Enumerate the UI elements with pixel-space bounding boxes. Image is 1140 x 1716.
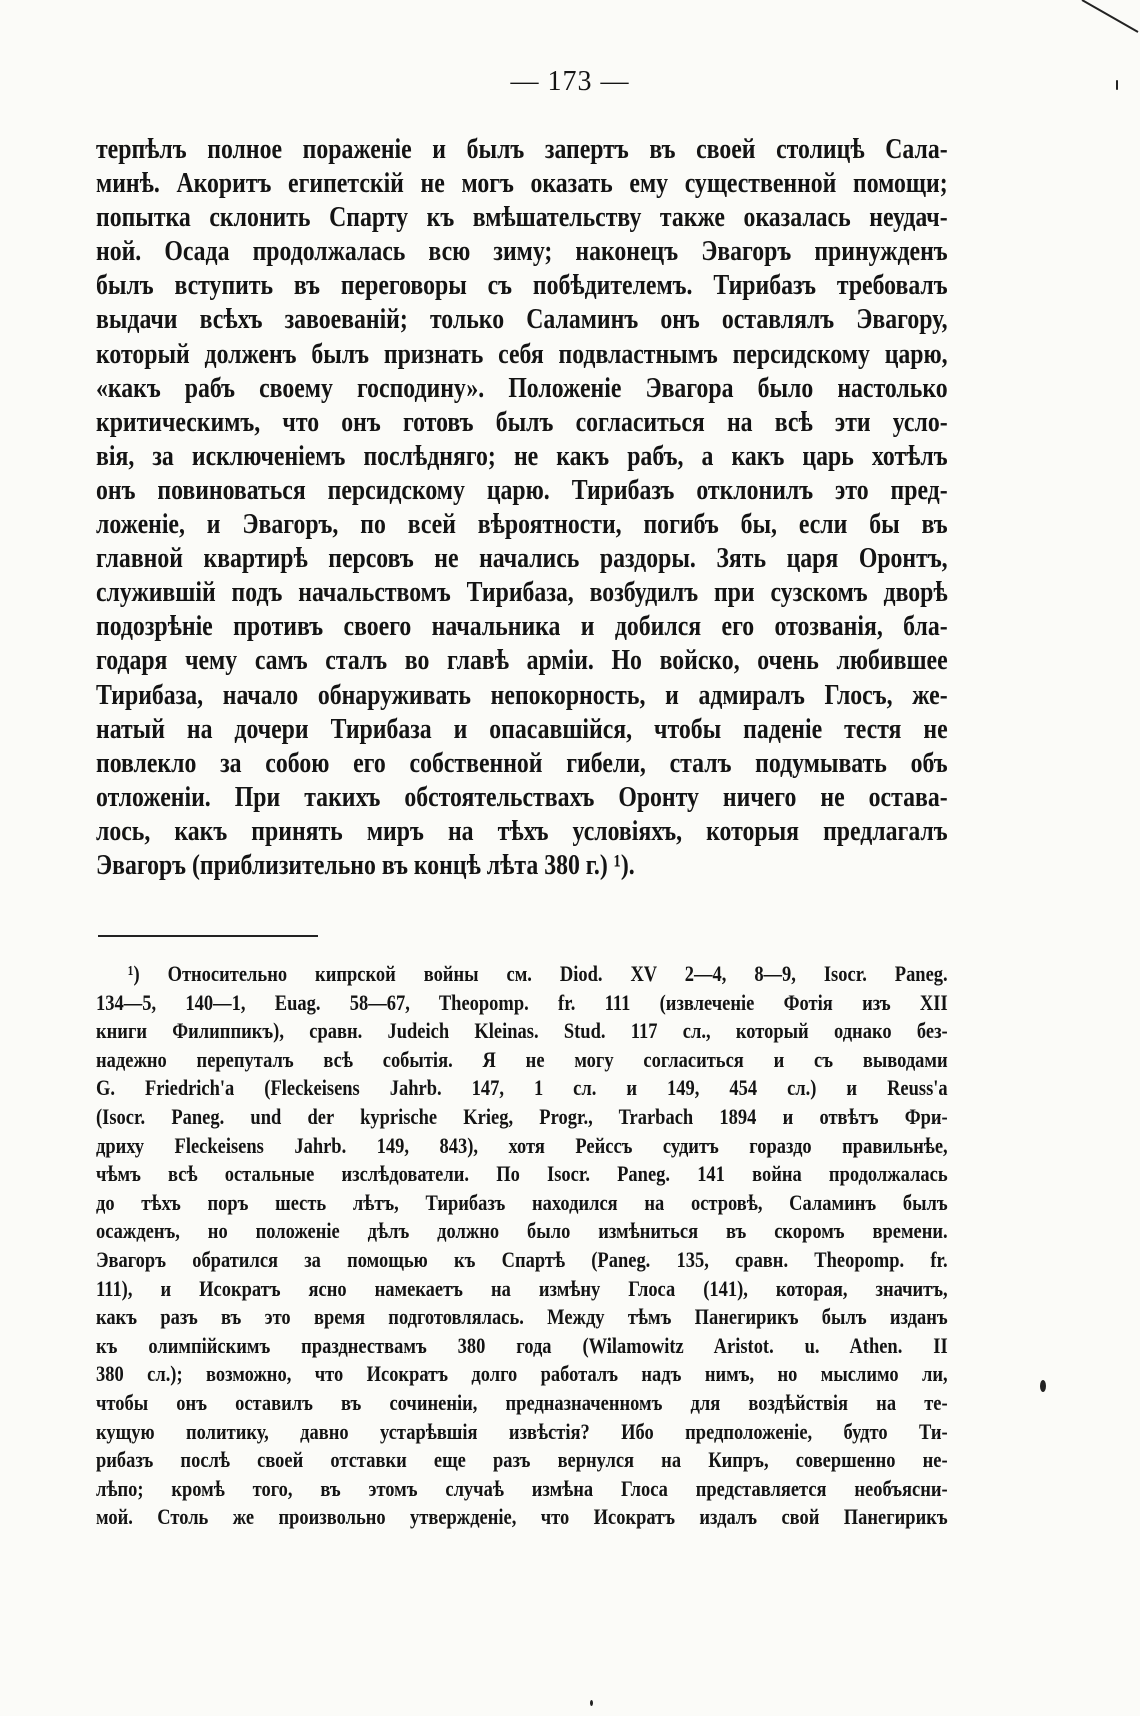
text-line: годаря чему самъ сталъ во главѣ арміи. Но войско, очень любившее (96, 644, 948, 677)
text-line: ной. Осада продолжалась всю зиму; наконецъ Эвагоръ принужденъ (96, 235, 948, 268)
footnote-line: дриху Fleckeisens Jahrb. 149, 843), хотя Рейссъ судитъ гораздо правильнѣе, (96, 1132, 948, 1158)
footnote-line: до тѣхъ поръ шесть лѣтъ, Тирибазъ находился на островѣ, Саламинъ былъ (96, 1189, 948, 1215)
text-line: ложеніе, и Эвагоръ, по всей вѣроятности, погибъ бы, если бы въ (96, 508, 948, 541)
footnote-line: какъ разъ въ это время подготовлялась. Между тѣмъ Панегирикъ былъ изданъ (96, 1304, 948, 1330)
text-line: который долженъ былъ признать себя подвластнымъ персидскому царю, (96, 337, 948, 370)
text-line: критическимъ, что онъ готовъ былъ согласиться на всѣ эти усло- (96, 405, 948, 438)
text-line: терпѣлъ полное пораженіе и былъ запертъ въ своей столицѣ Сала- (96, 133, 948, 165)
footnote-line: рибазъ послѣ своей отставки еще разъ вернулся на Кипръ, совершенно не- (96, 1447, 948, 1473)
main-text-block (96, 132, 948, 882)
page-edge-mark (1068, 0, 1140, 34)
text-line: попытка склонить Спарту къ вмѣшательству также оказалась неудач- (96, 201, 948, 234)
text-line: Тирибаза, начало обнаруживать непокорность, и адмиралъ Глосъ, же- (96, 678, 948, 711)
footnote-line: G. Friedrich'а (Fleckeisens Jahrb. 147, 1 сл. и 149, 454 сл.) и Reuss'а (96, 1075, 948, 1101)
text-line: отложеніи. При такихъ обстоятельствахъ Оронту ничего не остава- (96, 780, 948, 813)
text-line: лось, какъ принять миръ на тѣхъ условіяхъ, которыя предлагалъ (96, 814, 948, 847)
text-line: повлекло за собою его собственной гибели, сталъ подумывать объ (96, 746, 948, 779)
text-line: былъ вступить въ переговоры съ побѣдителемъ. Тирибазъ требовалъ (96, 269, 948, 302)
text-line: онъ повиноваться персидскому царю. Тирибазъ отклонилъ это пред- (96, 473, 948, 506)
text-line: выдачи всѣхъ завоеваній; только Саламинъ онъ оставлялъ Эвагору, (96, 303, 948, 336)
footnote-line: надежно перепуталъ всѣ событія. Я не могу согласиться и съ выводами (96, 1046, 948, 1072)
text-line: минѣ. Акоритъ египетскій не могъ оказать ему существенной помощи; (96, 167, 948, 200)
footnote-line: осажденъ, но положеніе дѣлъ должно было измѣниться въ скоромъ времени. (96, 1218, 948, 1244)
footnote-line: ¹) Относительно кипрской войны см. Diod. XV 2—4, 8—9, Isocr. Paneg. (127, 961, 948, 986)
footnote-line: мой. Столь же произвольно утвержденіе, что Исократъ издалъ свой Панегирикъ (96, 1504, 948, 1530)
footnote-line: книги Филиппикъ), сравн. Judeich Kleinas. Stud. 117 сл., который однако без- (96, 1018, 948, 1044)
text-line: служившій подъ начальствомъ Тирибаза, возбудилъ при сузскомъ дворѣ (96, 576, 948, 609)
footnote-line: 380 сл.); возможно, что Исократъ долго работалъ надъ нимъ, но мыслимо ли, (96, 1361, 948, 1387)
text-line: главной квартирѣ персовъ не начались раздоры. Зять царя Оронтъ, (96, 542, 948, 575)
footnote-separator (98, 935, 318, 937)
footnote-line: лѣпо; кромѣ того, въ этомъ случаѣ измѣна Глоса представляется необъясни- (96, 1475, 948, 1501)
footnote-line: къ олимпійскимъ празднествамъ 380 года (Wilamowitz Aristot. u. Athen. II (96, 1332, 948, 1358)
text-line: подозрѣніе противъ своего начальника и добился его отозванія, бла- (96, 610, 948, 643)
text-line: «какъ рабъ своему господину». Положеніе Эвагора было настолько (96, 371, 948, 404)
footnote-block (96, 960, 948, 1532)
ink-speck (1040, 1380, 1046, 1392)
text-line: вія, за исключеніемъ послѣдняго; не какъ рабъ, а какъ царь хотѣлъ (96, 439, 948, 472)
page-number-header: — 173 — (510, 66, 630, 97)
ink-speck (1116, 80, 1118, 90)
text-line: натый на дочери Тирибаза и опасавшійся, чтобы паденіе тестя не (96, 712, 948, 745)
ink-speck (590, 1700, 593, 1706)
footnote-line: (Isocr. Paneg. und der kyprische Krieg, Progr., Trarbach 1894 и отвѣтъ Фри- (96, 1103, 948, 1129)
footnote-line: Эвагоръ обратился за помощью къ Спартѣ (Paneg. 135, сравн. Theopomp. fr. (96, 1246, 948, 1272)
footnote-line: чѣмъ всѣ остальные изслѣдователи. По Isocr. Paneg. 141 война продолжалась (96, 1161, 948, 1187)
footnote-line: чтобы онъ оставилъ въ сочиненіи, предназначенномъ для воздѣйствія на те- (96, 1389, 948, 1415)
footnote-line: 134—5, 140—1, Euag. 58—67, Theopomp. fr. 111 (извлеченіе Фотія изъ XII (96, 989, 948, 1015)
footnote-line: 111), и Исократъ ясно намекаетъ на измѣну Глоса (141), которая, значитъ, (96, 1275, 948, 1301)
text-line: Эвагоръ (приблизительно въ концѣ лѣта 380 г.) ¹). (96, 848, 635, 881)
footnote-line: кущую политику, давно устарѣвшія извѣстія? Ибо предположеніе, будто Ти- (96, 1418, 948, 1444)
